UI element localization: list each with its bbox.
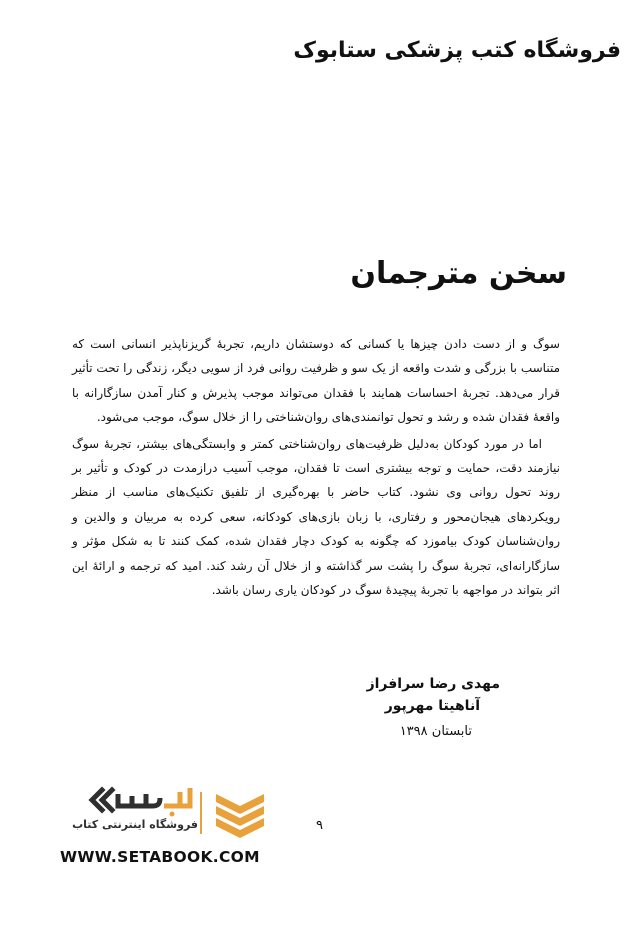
translator-2-name: آناهیتا مهرپور: [384, 698, 480, 714]
website-url: WWW.SETABOOK.COM: [60, 848, 260, 866]
section-title: سخن مترجمان: [350, 256, 567, 291]
book-stack-chevron-icon: [210, 788, 270, 838]
logo-divider: [200, 792, 202, 834]
setabook-wordmark: [88, 784, 198, 818]
translator-1-name: مهدی رضا سرافراز: [366, 676, 500, 692]
signature-date: تابستان ۱۳۹۸: [399, 724, 472, 739]
preface-paragraph-1: سوگ و از دست دادن چیزها یا کسانی که دوستشان داریم، تجربهٔ گریزناپذیر انسانی است که متناسب با بزرگی و شدت واقعه از یک سو و ظرفیت روانی فرد از سویی دیگر، زندگی را تحت تأثیر قرار می‌دهد. تجربهٔ احساسات همایند با فقدان می‌تواند موجب پذیرش و کنار آمدن سازگارانه با واقعهٔ فقدان شده و رشد و تحول توانمندی‌های روان‌شناختی را از خلال سوگ، موجب می‌شود.: [72, 337, 560, 425]
page-number: ۹: [316, 818, 323, 833]
store-title: فروشگاه کتب پزشکی ستابوک: [293, 38, 621, 63]
preface-body: [72, 332, 560, 602]
preface-paragraph-2: اما در مورد کودکان به‌دلیل ظرفیت‌های روان‌شناختی کمتر و وابستگی‌های بیشتر، تجربهٔ سوگ نیازمند دقت، حمایت و توجه بیشتری است تا فقدان، موجب آسیب درازمدت در کودک و تأثیر بر روند تحول روانی وی نشود. کتاب حاضر با بهره‌گیری از تلفیق تکنیک‌های مناسب از منظر رویکردهای هیجان‌محور و رفتاری، با زبان بازی‌های کودکانه، سعی کرده به مربیان و والدین و روان‌شناسان کودک بیاموزد که چگونه به کودک دچار فقدان شده، کمک کنند تا به شکل مؤثر و سازگارانه‌ای، تجربهٔ سوگ را پشت سر گذاشته و از خلال آن رشد کند. امید که ترجمه و ارائهٔ این اثر بتواند در مواجهه با تجربهٔ پیچیدهٔ سوگ در کودکان یاری رسان باشد.: [72, 436, 560, 598]
setabook-logo: [52, 784, 274, 840]
logo-subtitle: فروشگاه اینترنتی کتاب: [72, 818, 198, 831]
